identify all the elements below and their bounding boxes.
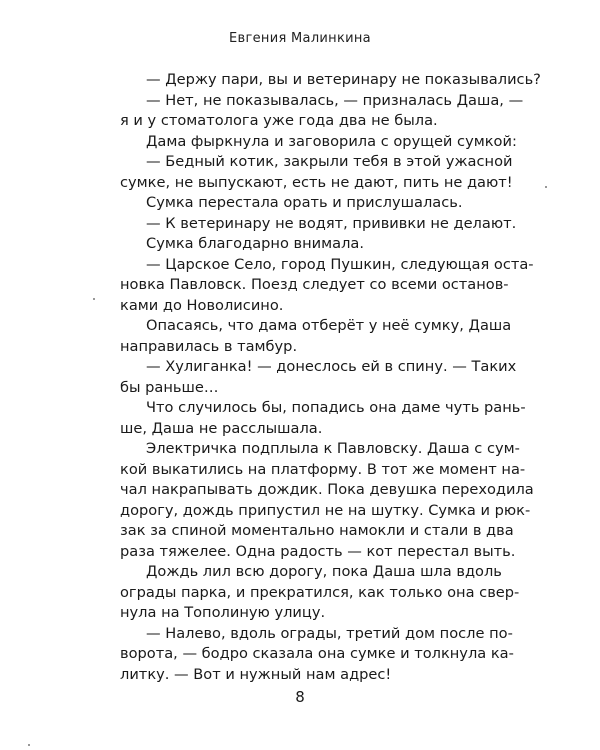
text-line: — Налево, вдоль ограды, третий дом после по- [146, 624, 513, 642]
text-line: — Хулиганка! — донеслось ей в спину. — Таких [146, 358, 517, 375]
text-line: Электричка подплыла к Павловску. Даша с сум- [146, 440, 520, 457]
text-line: чал накрапывать дождик. Пока девушка переходила [120, 481, 534, 498]
text-line: — Нет, не показывалась, — призналась Даша, — [146, 91, 524, 109]
text-line: Что случилось бы, попадись она даме чуть рань- [146, 399, 526, 416]
text-line: кой выкатились на платформу. В тот же момент на- [120, 460, 526, 478]
text-line: Сумка благодарно внимала. [146, 235, 364, 252]
text-line: Опасаясь, что дама отберёт у неё сумку, Даша [146, 317, 512, 334]
text-line: Дождь лил всю дорогу, пока Даша шла вдоль [146, 563, 502, 580]
text-line: Дама фыркнула и заговорила с орущей сумкой: [146, 132, 517, 150]
text-line: — Держу пари, вы и ветеринару не показывались? [146, 71, 541, 88]
text-line: литку. — Вот и нужный нам адрес! [120, 665, 392, 683]
text-line: нула на Тополиную улицу. [120, 604, 326, 621]
running-head: Евгения Малинкина [229, 31, 371, 46]
scan-speck [28, 744, 30, 746]
text-line: зак за спиной моментально намокли и стали в два [120, 522, 514, 539]
page-number: 8 [295, 688, 305, 706]
text-line: ограды парка, и прекратился, как только она свер- [120, 583, 520, 601]
text-line: сумке, не выпускают, есть не дают, пить не дают! [120, 173, 513, 191]
text-line: ше, Даша не расслышала. [120, 419, 323, 437]
text-line: ворота, — бодро сказала она сумке и толкнула ка- [120, 645, 514, 662]
body-text [120, 70, 541, 685]
text-line: — Бедный котик, закрыли тебя в этой ужасной [146, 153, 513, 170]
text-line: новка Павловск. Поезд следует со всеми останов- [120, 276, 509, 293]
text-line: Сумка перестала орать и прислушалась. [146, 194, 463, 211]
text-line: раза тяжелее. Одна радость — кот перестал выть. [120, 542, 516, 560]
text-line: направилась в тамбур. [120, 337, 298, 355]
text-line: — К ветеринару не водят, прививки не делают. [146, 214, 517, 232]
scan-speck [93, 298, 95, 300]
text-line: — Царское Село, город Пушкин, следующая оста- [146, 255, 534, 273]
text-line: ками до Новолисино. [120, 296, 284, 314]
scan-speck [545, 186, 547, 188]
text-line: я и у стоматолога уже года два не была. [120, 112, 438, 129]
text-line: бы раньше… [120, 378, 219, 396]
text-line: дорогу, дождь припустил не на шутку. Сумка и рюк- [120, 501, 531, 519]
